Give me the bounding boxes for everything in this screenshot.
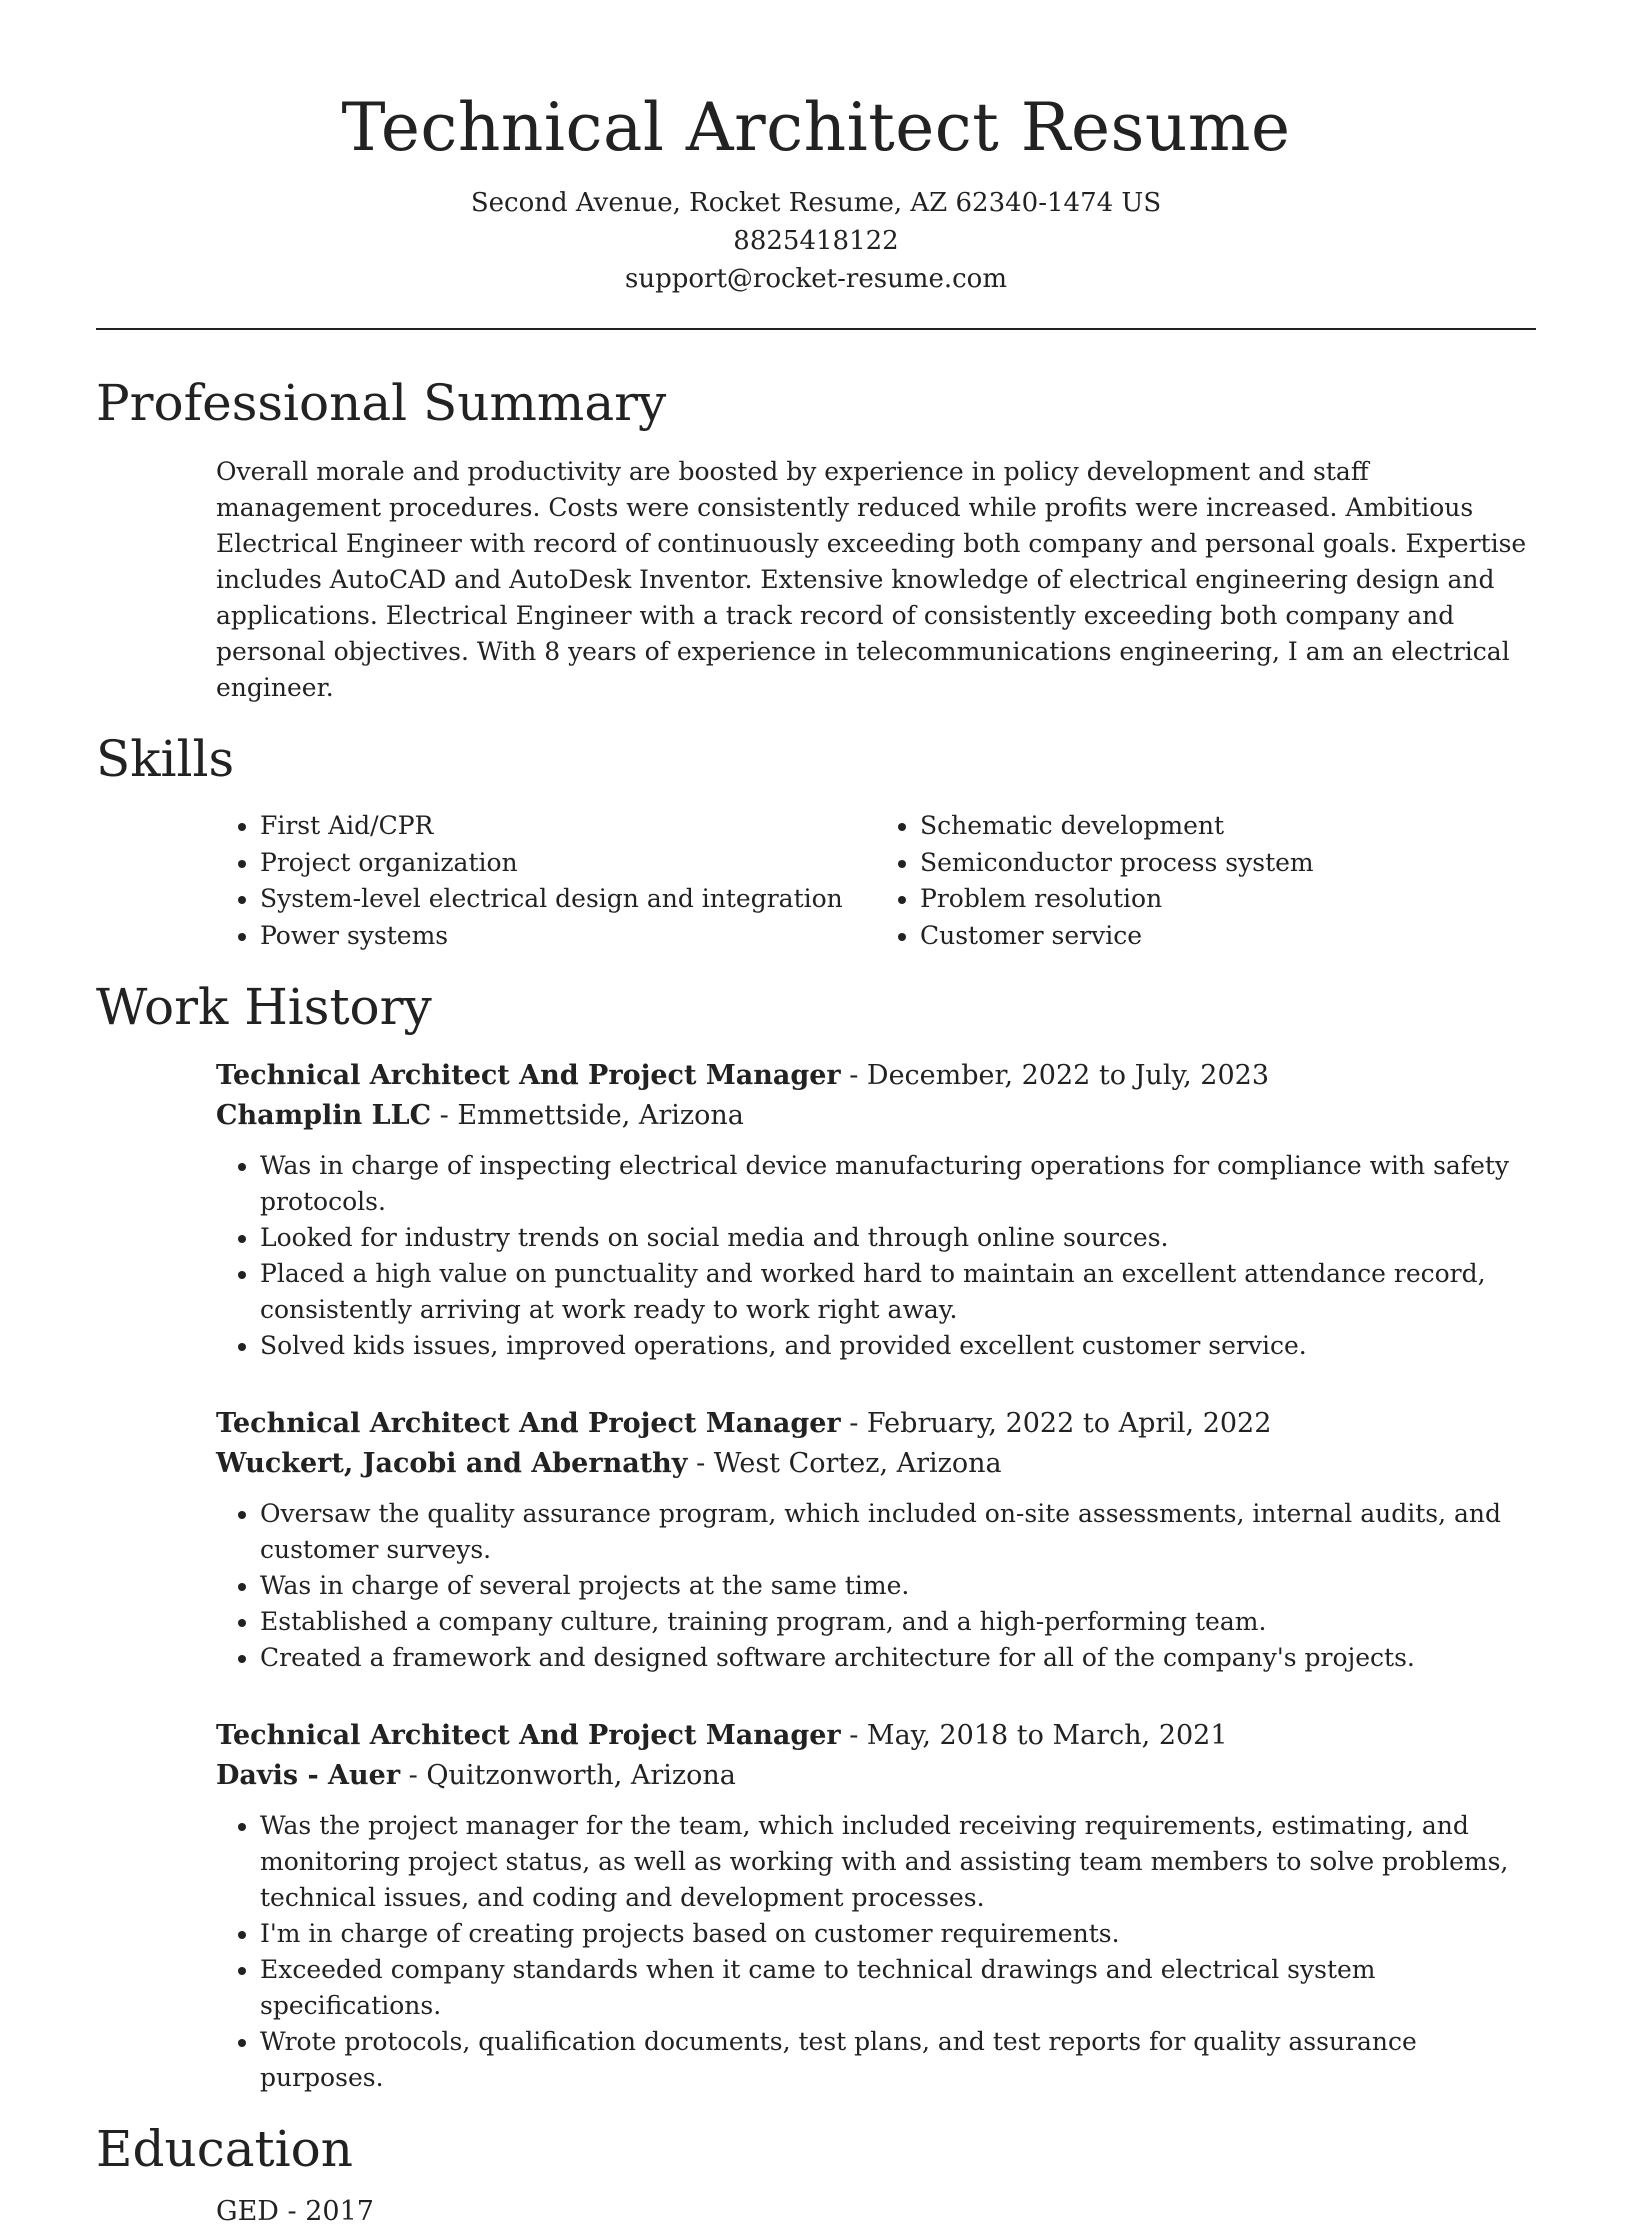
job-bullet: • I'm in charge of creating projects based on customer requirements. xyxy=(260,1916,1536,1952)
skills-left-column xyxy=(216,808,876,954)
job-entry xyxy=(216,1056,1536,1364)
job-company: Wuckert, Jacobi and Abernathy xyxy=(216,1448,688,1479)
education-entry: GED - 2017 xyxy=(216,2196,374,2227)
job-role: Technical Architect And Project Manager xyxy=(216,1060,841,1091)
job-dates: - February, 2022 to April, 2022 xyxy=(840,1408,1272,1439)
skill-item: • Project organization xyxy=(260,845,876,882)
job-location: - Emmettside, Arizona xyxy=(431,1100,744,1131)
job-role: Technical Architect And Project Manager xyxy=(216,1720,841,1751)
contact-block xyxy=(96,184,1536,298)
job-company-line xyxy=(216,1756,1536,1796)
skill-item: • First Aid/CPR xyxy=(260,808,876,845)
job-title-line xyxy=(216,1404,1536,1444)
summary-heading: Professional Summary xyxy=(96,374,667,432)
skill-item: • System-level electrical design and integration xyxy=(260,881,876,918)
skills-grid xyxy=(216,808,1536,954)
job-title-line xyxy=(216,1716,1536,1756)
summary-text: Overall morale and productivity are boosted by experience in policy development and staff management procedures. Costs were consistently reduced while profits were increased. Ambitious Electrical Engineer with record of continuously exceeding both company and personal goals. Expertise includes AutoCAD and AutoDesk Inventor. Extensive knowledge of electrical engineering design and applications. Electrical Engineer with a track record of consistently exceeding both company and personal objectives. With 8 years of experience in telecommunications engineering, I am an electrical engineer. xyxy=(216,457,1527,702)
job-title-line xyxy=(216,1056,1536,1096)
job-company: Champlin LLC xyxy=(216,1100,432,1131)
job-bullet: • Was in charge of inspecting electrical device manufacturing operations for compliance with safety protocols. xyxy=(260,1148,1536,1220)
job-bullet: • Exceeded company standards when it came to technical drawings and electrical system specifications. xyxy=(260,1952,1536,2024)
job-bullet: • Established a company culture, training program, and a high-performing team. xyxy=(260,1604,1536,1640)
job-entry xyxy=(216,1716,1536,2096)
job-bullet: • Was the project manager for the team, which included receiving requirements, estimating, and monitoring project status, as well as working with and assisting team members to solve problems, technical issues, and coding and development processes. xyxy=(260,1808,1536,1916)
skill-item: • Semiconductor process system xyxy=(920,845,1536,882)
contact-email: support@rocket-resume.com xyxy=(624,264,1007,294)
education-heading: Education xyxy=(96,2120,353,2178)
job-bullet: • Placed a high value on punctuality and worked hard to maintain an excellent attendance record, consistently arriving at work ready to work right away. xyxy=(260,1256,1536,1328)
resume-title: Technical Architect Resume xyxy=(341,89,1291,166)
skill-item: • Power systems xyxy=(260,918,876,955)
job-bullet: • Was in charge of several projects at the same time. xyxy=(260,1568,1536,1604)
job-entry xyxy=(216,1404,1536,1676)
job-location: - West Cortez, Arizona xyxy=(687,1448,1002,1479)
skills-right-column xyxy=(876,808,1536,954)
job-bullet: • Looked for industry trends on social media and through online sources. xyxy=(260,1220,1536,1256)
job-company-line xyxy=(216,1096,1536,1136)
skill-item: • Problem resolution xyxy=(920,881,1536,918)
job-bullets xyxy=(216,1496,1536,1676)
job-dates: - December, 2022 to July, 2023 xyxy=(840,1060,1270,1091)
resume-page xyxy=(96,0,1536,2232)
job-bullet: • Solved kids issues, improved operations, and provided excellent customer service. xyxy=(260,1328,1536,1364)
job-location: - Quitzonworth, Arizona xyxy=(400,1760,736,1791)
job-bullet: • Created a framework and designed software architecture for all of the company's projects. xyxy=(260,1640,1536,1676)
contact-phone: 8825418122 xyxy=(733,226,899,256)
skill-item: • Customer service xyxy=(920,918,1536,955)
job-company-line xyxy=(216,1444,1536,1484)
job-dates: - May, 2018 to March, 2021 xyxy=(840,1720,1228,1751)
job-bullets xyxy=(216,1148,1536,1364)
skill-item: • Schematic development xyxy=(920,808,1536,845)
header-divider xyxy=(96,328,1536,330)
job-bullet: • Oversaw the quality assurance program, which included on-site assessments, internal audits, and customer surveys. xyxy=(260,1496,1536,1568)
job-role: Technical Architect And Project Manager xyxy=(216,1408,841,1439)
contact-address: Second Avenue, Rocket Resume, AZ 62340-1474 US xyxy=(470,188,1162,218)
job-bullet: • Wrote protocols, qualification documents, test plans, and test reports for quality assurance purposes. xyxy=(260,2024,1536,2096)
work-history-heading: Work History xyxy=(96,978,432,1036)
skills-heading: Skills xyxy=(96,730,235,788)
job-bullets xyxy=(216,1808,1536,2096)
job-company: Davis - Auer xyxy=(216,1760,401,1791)
